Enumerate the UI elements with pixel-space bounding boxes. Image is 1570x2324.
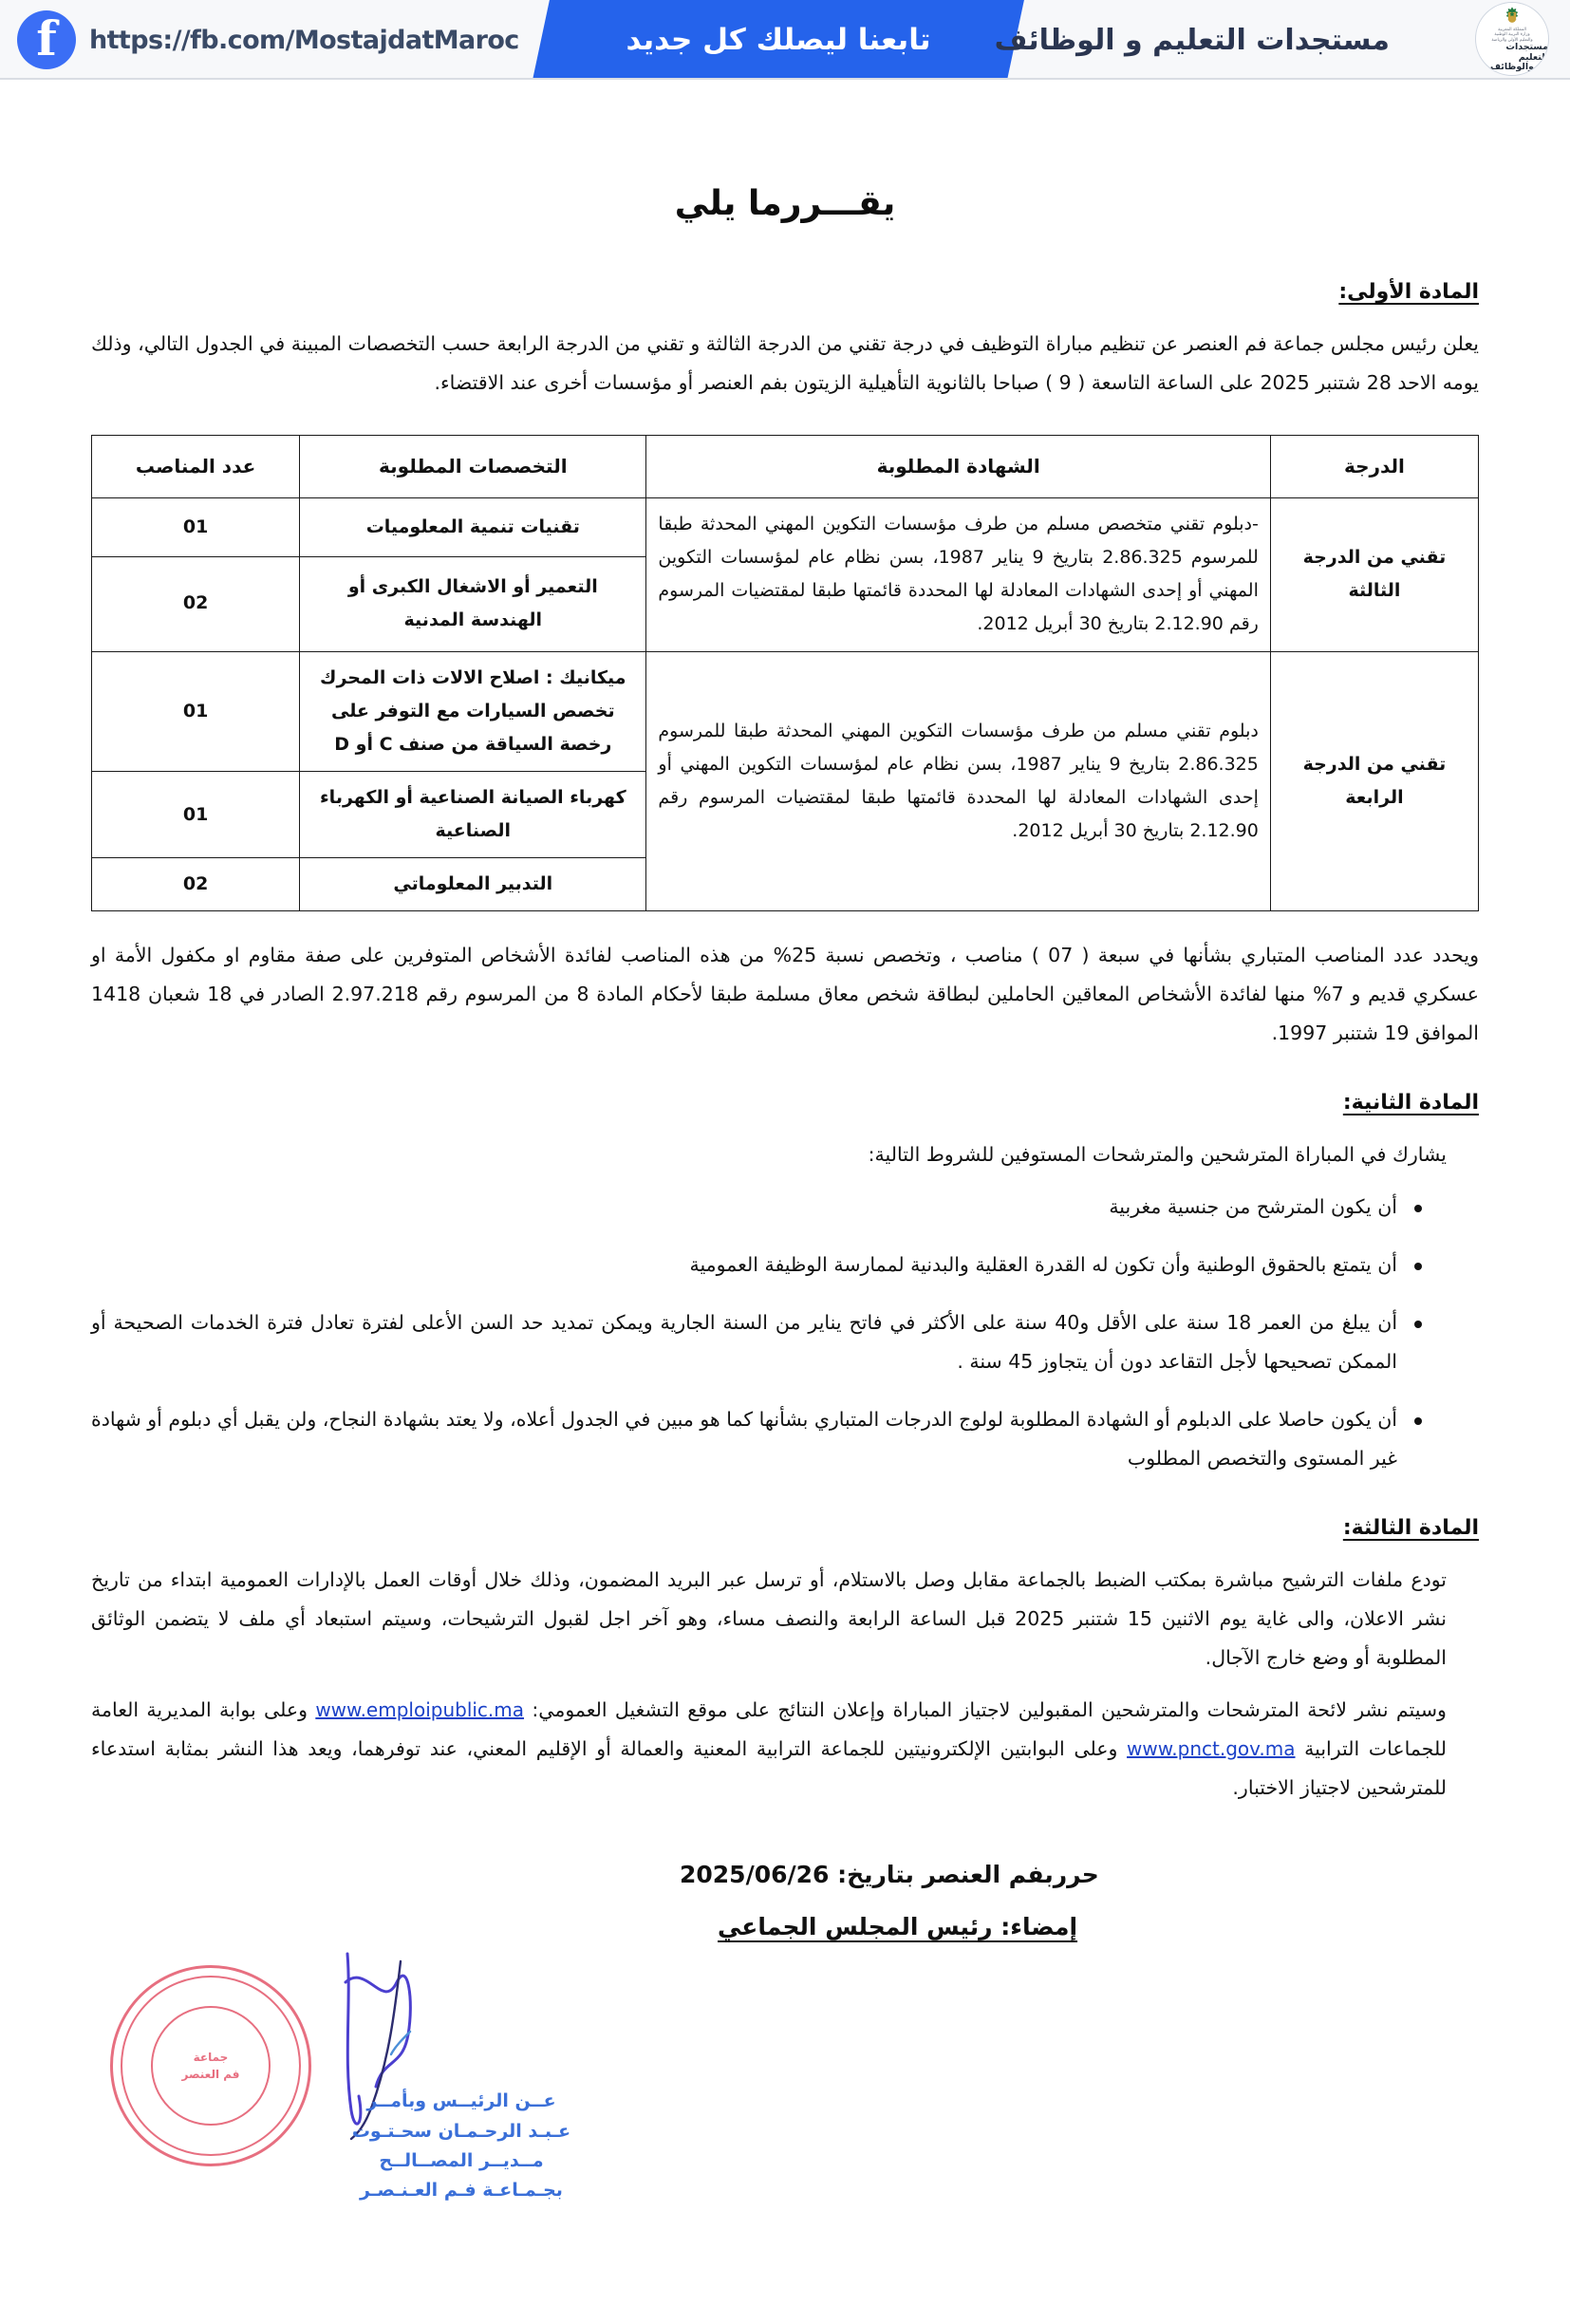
article-3-heading: المادة الثالثة: [1342, 1516, 1479, 1541]
emploipublic-link[interactable]: www.emploipublic.ma [315, 1698, 525, 1722]
banner-cta-text: تابعنا ليصلك كل جديد [626, 23, 931, 57]
facebook-url-text: https://fb.com/MostajdatMaroc [89, 25, 519, 55]
th-specialization: التخصصات المطلوبة [300, 436, 646, 498]
cell-specialization: كهرباء الصيانة الصناعية أو الكهرباء الصناعية [300, 771, 646, 857]
cell-positions: 02 [92, 556, 300, 651]
delegate-line-3: مــديــر المصــالــح [379, 2150, 544, 2172]
cell-specialization: التعمير أو الاشغال الكبرى أو الهندسة المدنية [300, 556, 646, 651]
cell-degree: تقني من الدرجة الرابعة [1270, 651, 1478, 911]
stamp-and-signature-area [91, 1944, 1479, 2267]
stamp-inner-line-2: فم العنصر [181, 2068, 240, 2082]
delegate-line-2: عـبـد الرحـمـان سحـتـوت [351, 2120, 571, 2142]
article-1-paragraph: يعلن رئيس مجلس جماعة فم العنصر عن تنظيم مباراة التوظيف في درجة تقني من الدرجة الثالثة و تقني من الدرجة الرابعة حسب التخصصات المبينة في الجدول التالي، وذلك يومه الاحد 28 شتنبر 2025 على الساعة التاسعة ( 9 ) صباحا بالثانوية التأهيلية الزيتون بفم العنصر أو مؤسسات أخرى عند الاقتضاء. [91, 332, 1479, 394]
cell-specialization: تقنيات تنمية المعلوميات [300, 498, 646, 557]
th-certificate: الشهادة المطلوبة [646, 436, 1270, 498]
article-3-text-mid: وعلى بوابة المديرية العامة للجماعات الترابية [91, 1698, 1447, 1761]
article-3-paragraph-2 [91, 1691, 1479, 1808]
list-item: أن يكون حاصلا على الدبلوم أو الشهادة المطلوبة لولوج الدرجات المتباري بشأنها كما هو مبين في الجدول أعلاه، ولا يعتد بشهادة النجاح، ولن يقبل أي دبلوم أو شهادة غير المستوى والتخصص المطلوب [91, 1400, 1397, 1478]
pnct-link[interactable]: www.pnct.gov.ma [1127, 1737, 1296, 1761]
logo-ministry-line-1: المملكة المغربية [1498, 27, 1526, 32]
positions-table-wrapper [91, 435, 1479, 911]
logo-ministry-line-2: وزارة التربية الوطنية [1494, 32, 1530, 38]
logo-label-line-1: مستجدات التعليم [1505, 42, 1548, 63]
cell-positions: 02 [92, 858, 300, 911]
list-item: أن يتمتع بالحقوق الوطنية وأن تكون له القدرة العقلية والبدنية لممارسة الوظيفة العمومية [91, 1246, 1397, 1284]
cell-positions: 01 [92, 498, 300, 557]
table-row [92, 651, 1479, 771]
conditions-list [91, 1188, 1422, 1478]
facebook-icon [17, 10, 76, 69]
document-body [91, 184, 1479, 2267]
morocco-crest-icon [1502, 6, 1523, 27]
signature-block [91, 1861, 1479, 2267]
cell-positions: 01 [92, 771, 300, 857]
article-2-intro: يشارك في المباراة المترشحين والمترشحات المستوفين للشروط التالية: [868, 1143, 1447, 1167]
logo-label-line-2: والوظائف [1489, 61, 1535, 72]
official-stamp-icon [110, 1965, 311, 2166]
stamp-inner-text [151, 2006, 271, 2126]
cell-positions: 01 [92, 651, 300, 771]
signature-date: حرربفم العنصر بتاريخ: 2025/06/26 [680, 1861, 1099, 1889]
signature-label: إمضاء: رئيس المجلس الجماعي [718, 1913, 1078, 1941]
article-1-note: ويحدد عدد المناصب المتباري بشأنها في سبعة ( 07 ) مناصب ، وتخصص نسبة 25% من هذه المناصب لفائدة الأشخاص المتوفرين على صفة مقاوم او مكفول الأمة او عسكري قديم و 7% منها لفائدة الأشخاص المعاقين الحاملين لبطاقة شخص معاق مسلمة طبقا لأحكام المادة 8 من المرسوم رقم 2.97.218 الصادر في 18 شعبان 1418 الموافق 19 شتنبر 1997. [91, 944, 1480, 1045]
cell-specialization: التدبير المعلوماتي [300, 858, 646, 911]
delegate-line-1: عــن الرئيــس وبأمــر [366, 2090, 556, 2112]
site-logo-badge [1475, 2, 1549, 76]
th-degree: الدرجة [1270, 436, 1478, 498]
delegate-signature-text [319, 2087, 604, 2205]
article-3-text-before-link-1: وسيتم نشر لائحة المترشحات والمترشحين المقبولين لاجتياز المباراة وإعلان النتائج على موقع التشغيل العمومي: [532, 1698, 1447, 1722]
promo-banner [0, 0, 1570, 80]
cell-specialization: ميكانيك : اصلاح الالات ذات المحرك تخصص السيارات مع التوفر على رخصة السياقة من صنف C أو D [300, 651, 646, 771]
document-sheet [0, 80, 1570, 2324]
table-row [92, 498, 1479, 557]
article-3-paragraph-1: تودع ملفات الترشيح مباشرة بمكتب الضبط بالجماعة مقابل وصل بالاستلام، أو ترسل عبر البريد المضمون، وذلك خلال أوقات العمل بالإدارات العمومية ابتداء من تاريخ نشر الاعلان، والى غاية يوم الاثنين 15 شتنبر 2025 قبل الساعة الرابعة والنصف مساء، وهو آخر اجل لقبول الترشيحات، وسيتم استبعاد أي ملف لا يتضمن الوثائق المطلوبة أو وضع خارج الآجال. [91, 1568, 1447, 1670]
list-item: أن يبلغ من العمر 18 سنة على الأقل و40 سنة على الأكثر في فاتح يناير من السنة الجارية ويمكن تمديد حد السن الأعلى لفترة تعادل فترة الخدمات الصحيحة أو الممكن تصحيحها لأجل التقاعد دون أن يتجاوز 45 سنة . [91, 1303, 1397, 1381]
article-1-heading: المادة الأولى: [1338, 280, 1479, 304]
banner-site-title: مستجدات التعليم و الوظائف [994, 23, 1390, 57]
cell-certificate: دبلوم تقني مسلم من طرف مؤسسات التكوين المهني المحدثة طبقا للمرسوم 2.86.325 بتاريخ 9 يناير 1987، بسن نظام عام لمؤسسات التكوين المهني أو إحدى الشهادات المعادلة لها المحددة قائمتها طبقا لمقتضيات المرسوم رقم 2.12.90 بتاريخ 30 أبريل 2012. [646, 651, 1270, 911]
stamp-inner-line-1: جماعة [193, 2051, 229, 2065]
article-2-heading: المادة الثانية: [1342, 1091, 1479, 1115]
facebook-link[interactable] [17, 6, 519, 74]
positions-table [91, 435, 1479, 911]
table-header-row [92, 436, 1479, 498]
delegate-line-4: بجـمـاعـة فـم العـنـصـر [360, 2180, 563, 2202]
article-3-text-after: وعلى البوابتين الإلكترونيتين للجماعة الترابية المعنية والعمالة أو الإقليم المعني، عند توفرهما، ويعد هذا النشر بمثابة استدعاء للمترشحين لاجتياز الاختبار. [91, 1737, 1447, 1800]
cell-certificate: -دبلوم تقني متخصص مسلم من طرف مؤسسات التكوين المهني المحدثة طبقا للمرسوم 2.86.325 بتاريخ 9 يناير 1987، بسن نظام عام لمؤسسات التكوين المهني أو إحدى الشهادات المعادلة لها المحددة قائمتها طبقا لمقتضيات المرسوم رقم 2.12.90 بتاريخ 30 أبريل 2012. [646, 498, 1270, 652]
logo-ministry-line-3: والتعليم الأولي والرياضة [1491, 37, 1533, 43]
document-title: يقـــررما يلي [674, 184, 896, 223]
th-positions: عدد المناصب [92, 436, 300, 498]
list-item: أن يكون المترشح من جنسية مغربية [91, 1188, 1397, 1227]
cell-degree: تقني من الدرجة الثالثة [1270, 498, 1478, 652]
